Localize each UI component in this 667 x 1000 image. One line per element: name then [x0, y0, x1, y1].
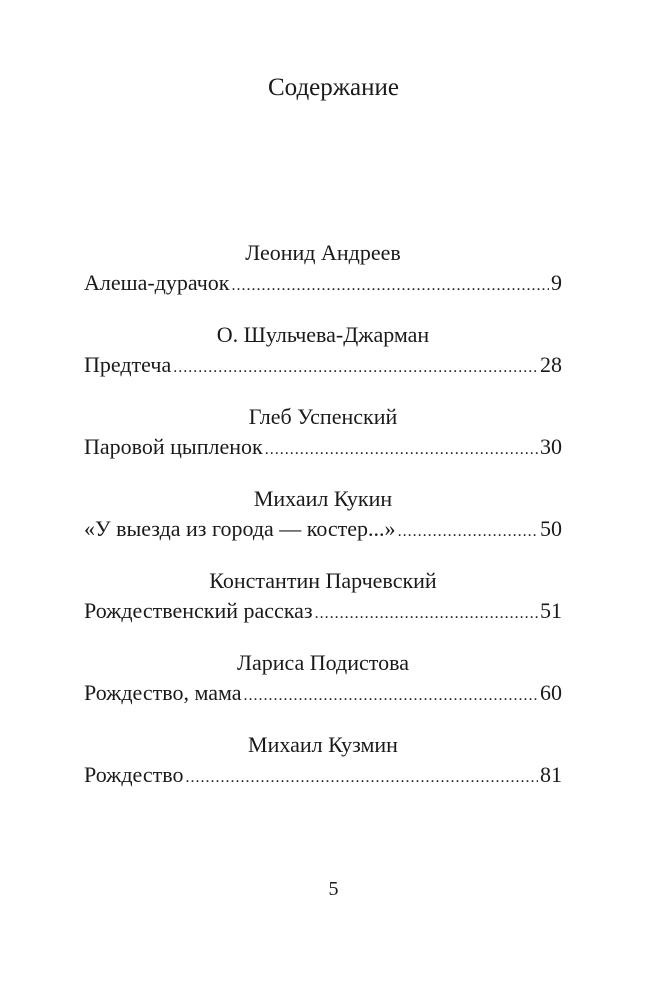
toc-work-title: «У выезда из города — костер...» [84, 516, 396, 541]
dot-leader [265, 435, 538, 465]
toc-author: Глеб Успенский [248, 404, 398, 429]
toc-entry [84, 402, 562, 484]
toc-author: Михаил Кузмин [248, 732, 398, 757]
toc-page-number: 28 [540, 352, 562, 377]
toc-line [84, 596, 562, 626]
dot-leader [185, 763, 538, 793]
toc-page-number: 81 [540, 762, 562, 787]
page-number: 5 [328, 878, 339, 900]
toc-entry [84, 320, 562, 402]
toc-author: Константин Парчевский [209, 568, 437, 593]
toc-page-number: 50 [540, 516, 562, 541]
toc-work-title: Алеша-дурачок [84, 270, 230, 295]
dot-leader [173, 353, 538, 383]
dot-leader [315, 599, 538, 629]
toc-page-number: 9 [551, 270, 562, 295]
toc-line [84, 268, 562, 298]
toc-work-title: Предтеча [84, 352, 172, 377]
toc-line [84, 432, 562, 462]
toc-work-title: Паровой цыпленок [84, 434, 263, 459]
table-of-contents [84, 238, 562, 812]
toc-entry [84, 566, 562, 648]
toc-work-title: Рождество [84, 762, 184, 787]
toc-entry [84, 730, 562, 812]
dot-leader [398, 517, 538, 547]
toc-line [84, 760, 562, 790]
toc-entry [84, 484, 562, 566]
toc-author: Михаил Кукин [253, 486, 393, 511]
toc-entry [84, 238, 562, 320]
toc-line [84, 678, 562, 708]
toc-work-title: Рождественский рассказ [84, 598, 313, 623]
toc-page-number: 51 [540, 598, 562, 623]
toc-page-number: 30 [540, 434, 562, 459]
toc-author: О. Шульчева-Джарман [216, 322, 430, 347]
toc-entry [84, 648, 562, 730]
toc-author: Леонид Андреев [245, 240, 401, 265]
dot-leader [232, 271, 550, 301]
toc-line [84, 514, 562, 544]
toc-line [84, 350, 562, 380]
page-title: Содержание [268, 74, 399, 101]
dot-leader [244, 681, 538, 711]
toc-author: Лариса Подистова [237, 650, 409, 675]
toc-work-title: Рождество, мама [84, 680, 242, 705]
toc-page-number: 60 [540, 680, 562, 705]
